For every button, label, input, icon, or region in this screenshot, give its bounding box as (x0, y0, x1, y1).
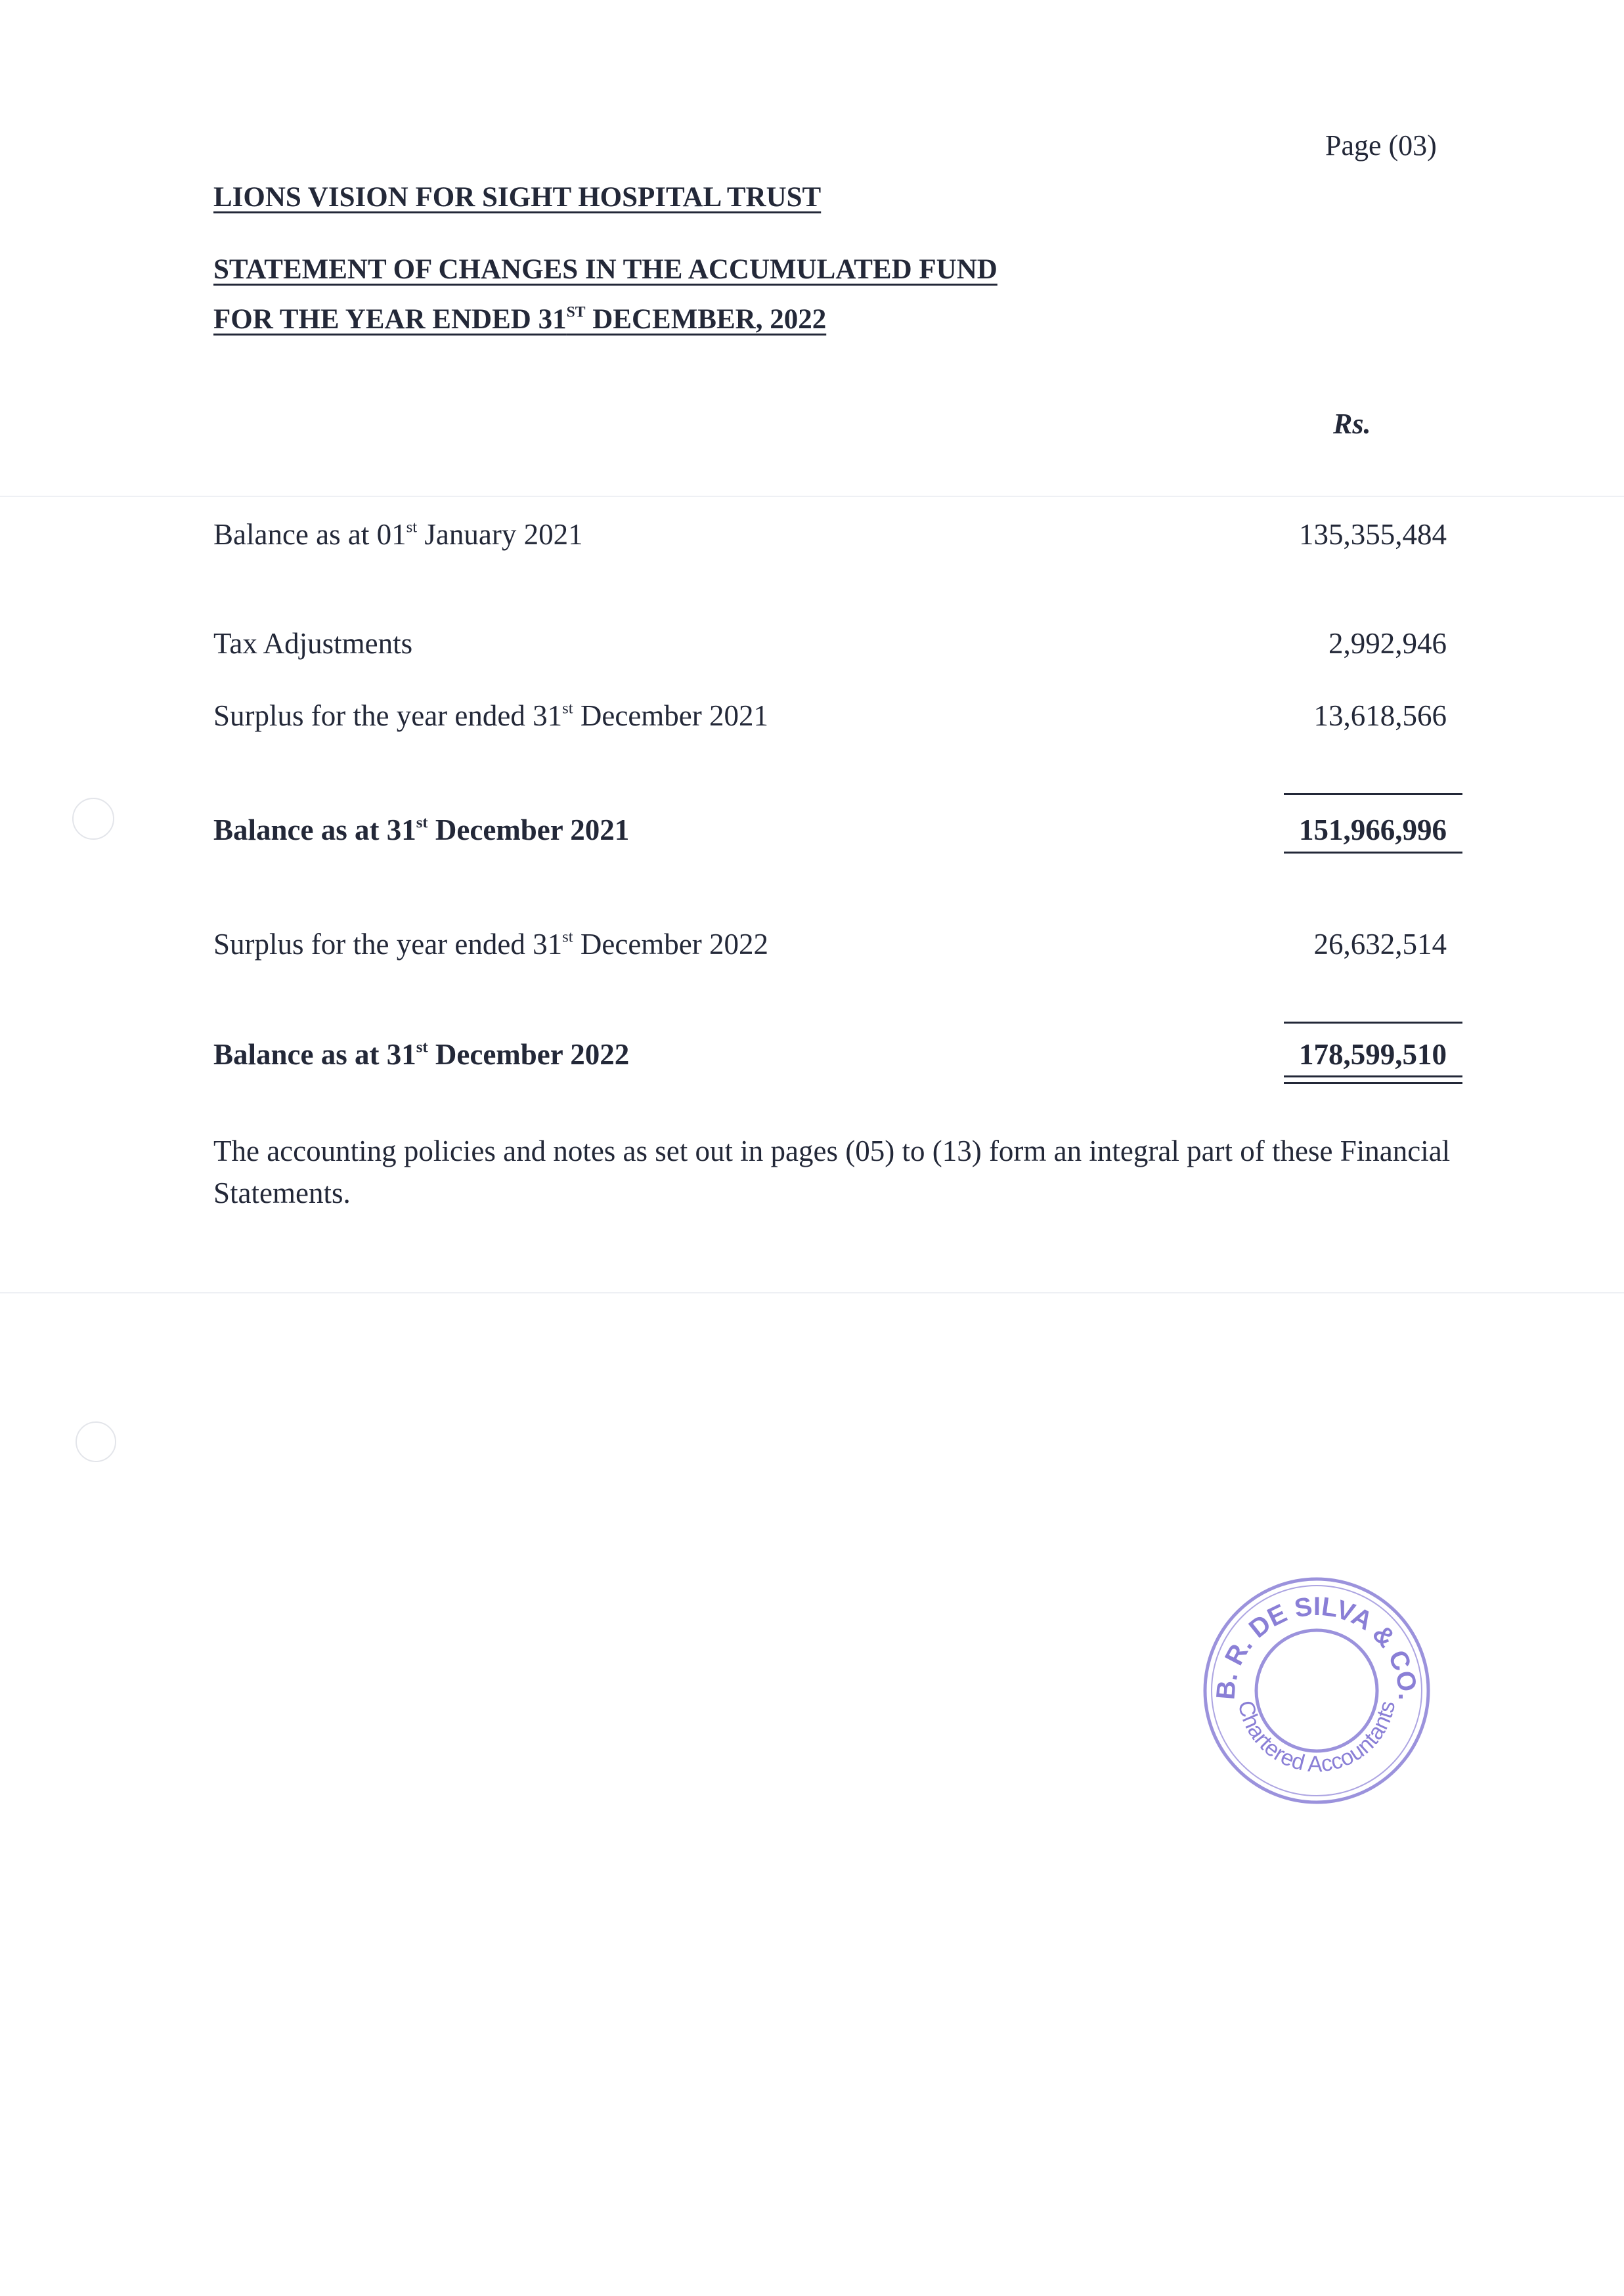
label-text: Balance as at 01 (213, 518, 406, 551)
row-label-surplus-2022 (213, 927, 768, 961)
double-rule-lower (1284, 1082, 1462, 1084)
period-superscript: ST (566, 303, 586, 321)
label-text: January 2021 (417, 518, 583, 551)
organization-name: LIONS VISION FOR SIGHT HOSPITAL TRUST (213, 182, 822, 213)
label-text: December 2022 (428, 1038, 630, 1071)
scan-artifact-line (0, 1292, 1624, 1293)
label-text: Surplus for the year ended 31 (213, 699, 563, 732)
stamp-designation: Chartered Accountants (1233, 1698, 1401, 1777)
punch-hole-mark (72, 798, 114, 840)
label-superscript: st (406, 518, 418, 536)
currency-label: Rs. (1333, 408, 1371, 440)
amount-tax-adjustments: 2,992,946 (1328, 627, 1447, 660)
accounting-policies-note: The accounting policies and notes as set out in pages (05) to (13) form an integral part of these Financial Statements. (213, 1135, 1451, 1209)
row-label-balance-2021 (213, 813, 629, 847)
label-text: December 2021 (428, 813, 630, 846)
amount-balance-2021: 151,966,996 (1299, 813, 1447, 846)
amount-surplus-2022: 26,632,514 (1313, 928, 1447, 961)
page-number: Page (03) (1325, 129, 1437, 162)
period-prefix: FOR THE YEAR ENDED 31 (213, 304, 567, 335)
label-text: December 2021 (573, 699, 769, 732)
amount-opening-balance: 135,355,484 (1299, 518, 1447, 551)
punch-hole-mark (76, 1421, 116, 1462)
stamp-firm-name: B. R. DE SILVA & CO. (1211, 1592, 1422, 1701)
label-text: Tax Adjustments (213, 627, 413, 660)
label-text: Balance as at 31 (213, 1038, 416, 1071)
period-suffix: DECEMBER, 2022 (585, 304, 827, 335)
label-text: Surplus for the year ended 31 (213, 928, 563, 961)
auditor-stamp (1198, 1572, 1435, 1809)
label-superscript: st (562, 699, 573, 718)
row-label-opening-balance (213, 517, 583, 552)
total-rule-top (1284, 793, 1462, 795)
total-rule-top (1284, 1022, 1462, 1024)
label-text: December 2022 (573, 928, 769, 961)
label-superscript: st (562, 928, 573, 946)
row-label-tax-adjustments (213, 626, 412, 661)
amount-surplus-2021: 13,618,566 (1313, 699, 1447, 732)
statement-title: STATEMENT OF CHANGES IN THE ACCUMULATED FUND (213, 254, 998, 285)
statement-period (213, 303, 826, 336)
row-label-surplus-2021 (213, 699, 768, 733)
label-superscript: st (416, 1038, 428, 1056)
total-rule-bottom (1284, 852, 1462, 854)
scan-artifact-line (0, 496, 1624, 497)
row-label-balance-2022 (213, 1037, 629, 1072)
label-text: Balance as at 31 (213, 813, 416, 846)
double-rule-upper (1284, 1075, 1462, 1077)
label-superscript: st (416, 813, 428, 832)
amount-balance-2022: 178,599,510 (1299, 1038, 1447, 1071)
stamp-center-circle (1256, 1630, 1377, 1751)
